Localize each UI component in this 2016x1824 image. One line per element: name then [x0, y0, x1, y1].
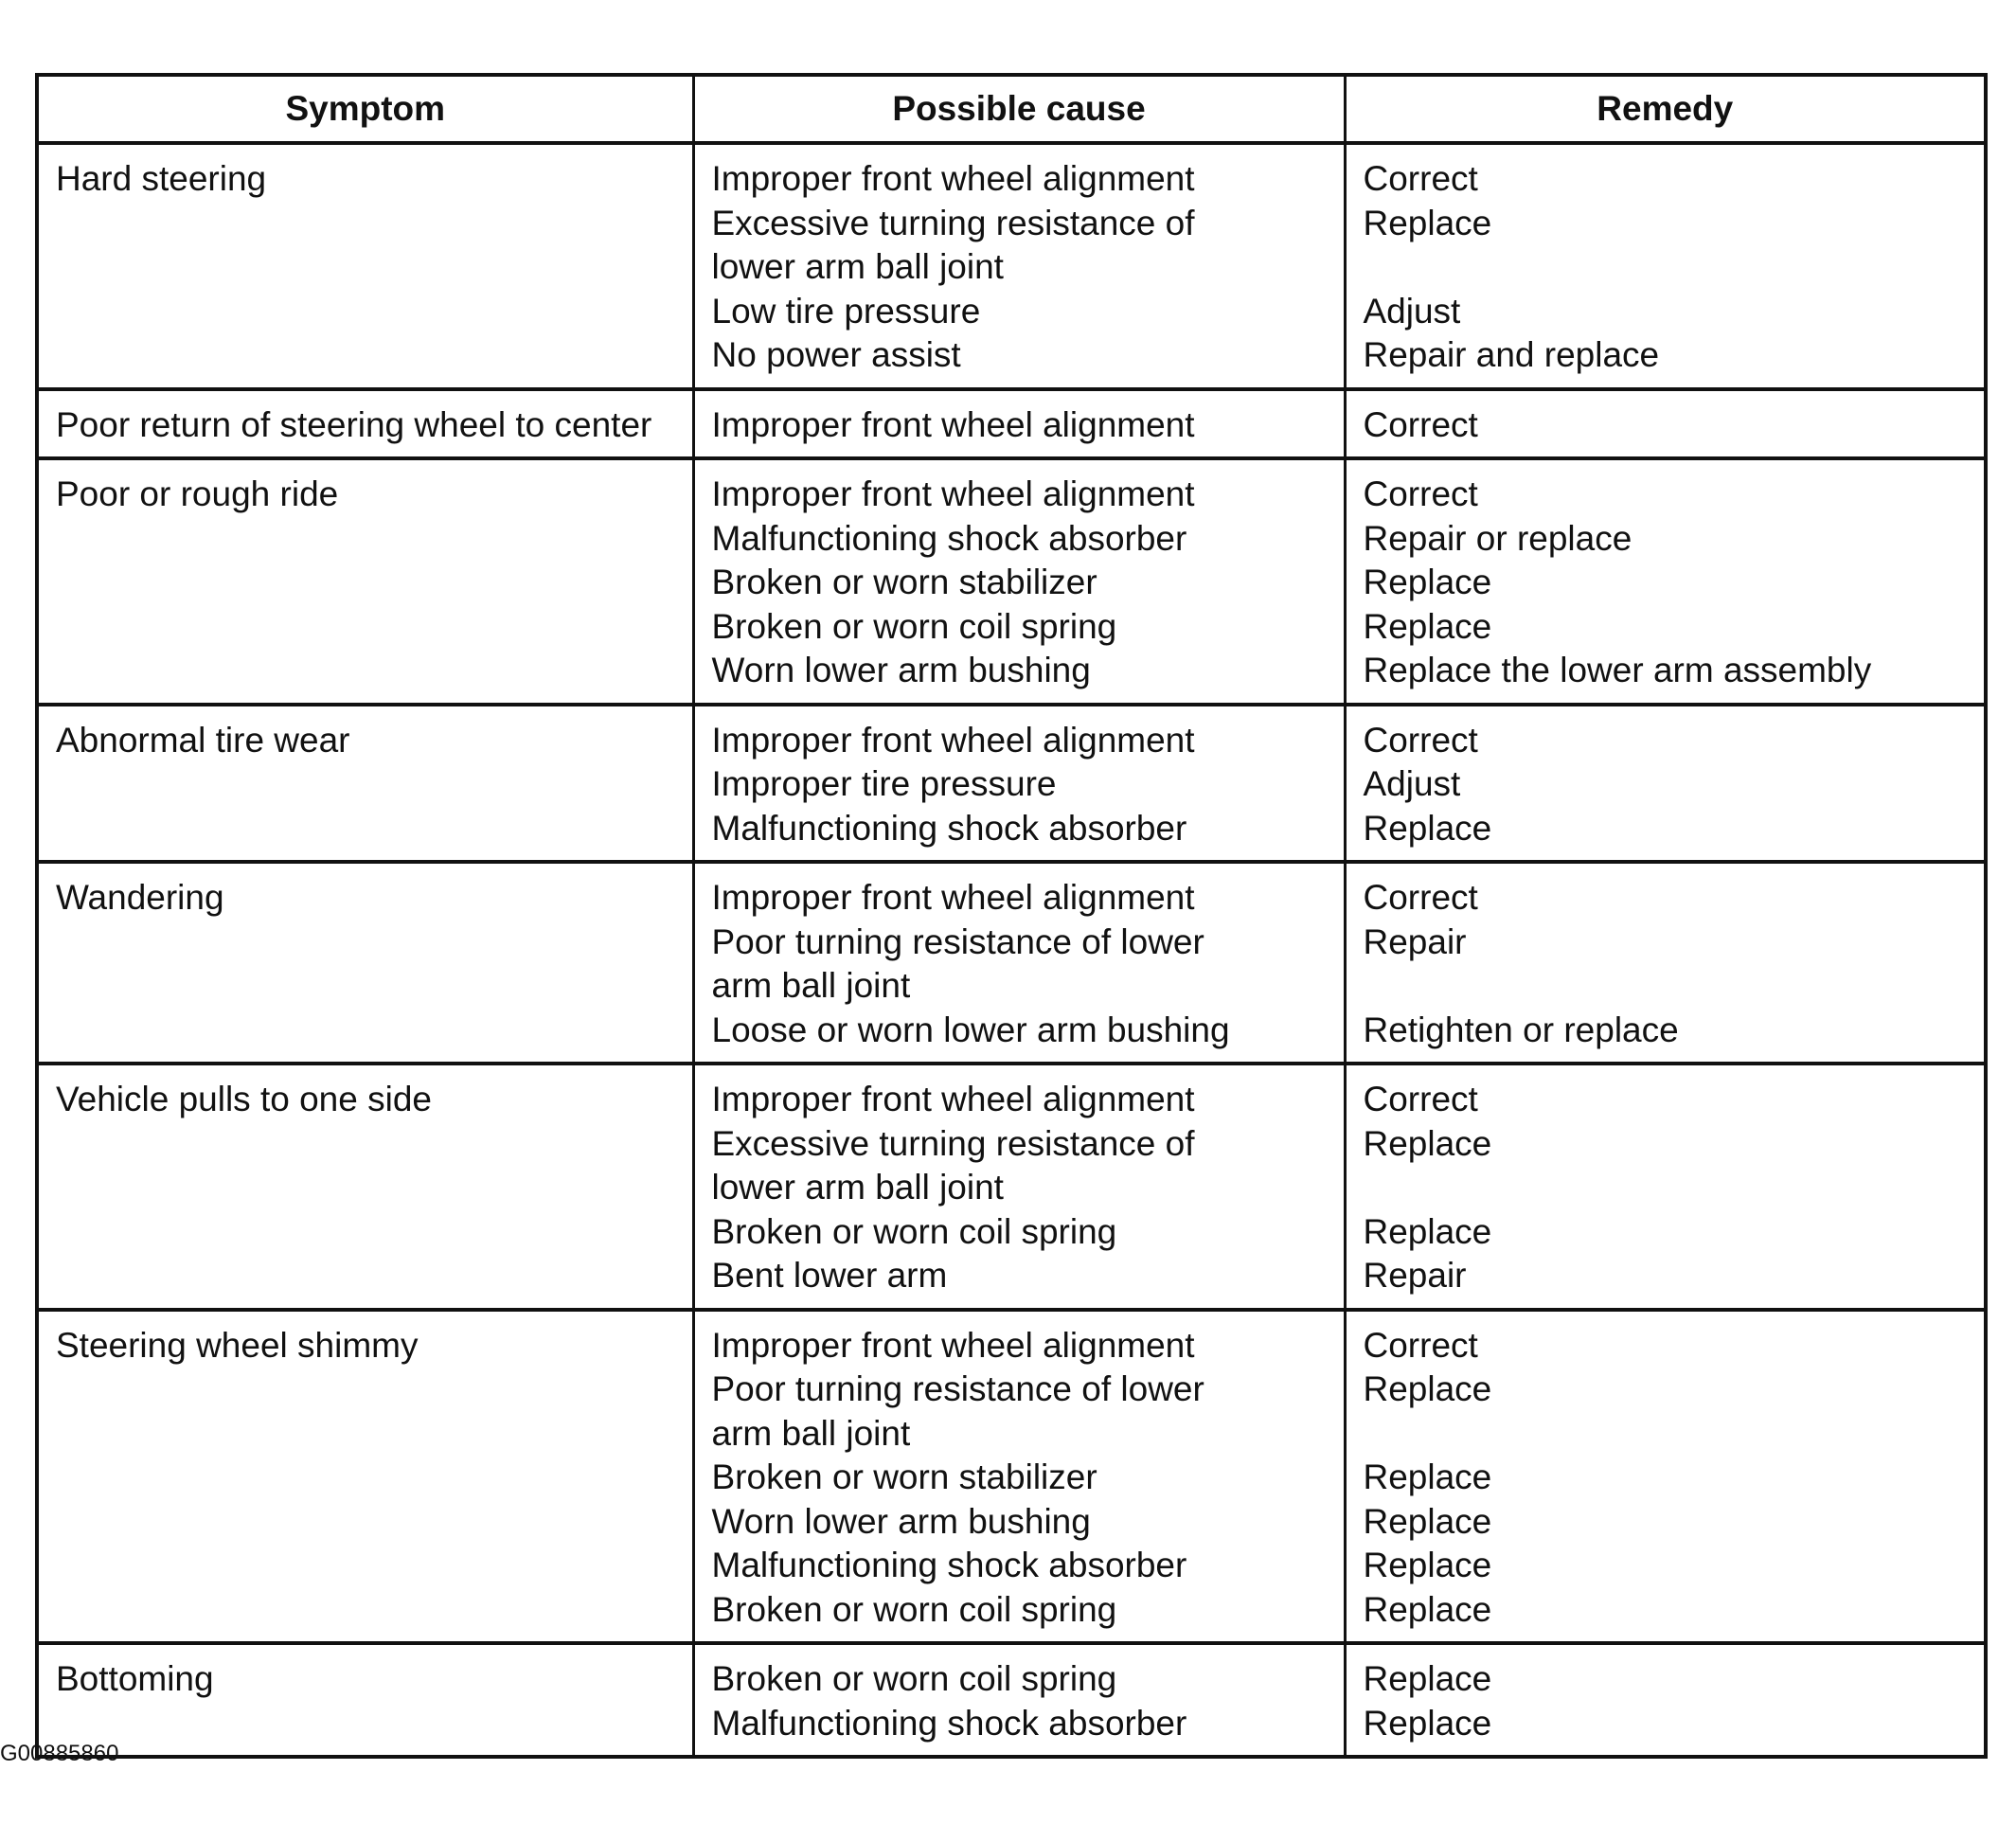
table-row	[37, 1643, 1986, 1757]
remedy-cell	[1345, 458, 1986, 705]
cause-line: Poor turning resistance of lower	[711, 1369, 1204, 1408]
symptom-cell	[37, 1643, 693, 1757]
cause-cell	[693, 1310, 1345, 1644]
table-row	[37, 389, 1986, 459]
remedy-line: Correct	[1363, 878, 1478, 917]
cause-line: Broken or worn coil spring	[711, 1659, 1117, 1698]
remedy-line: Adjust	[1363, 764, 1461, 803]
remedy-line: Repair and replace	[1363, 335, 1660, 374]
cause-line: Excessive turning resistance of	[711, 203, 1195, 242]
header-row	[37, 75, 1986, 143]
remedy-line: Repair or replace	[1363, 518, 1632, 558]
remedy-line	[1364, 245, 1968, 290]
cause-cell	[693, 389, 1345, 459]
cause-cell	[693, 143, 1345, 389]
cause-line: Broken or worn stabilizer	[711, 1457, 1097, 1496]
symptom-text: Poor return of steering wheel to center	[56, 404, 652, 444]
cause-line: Poor turning resistance of lower	[711, 921, 1204, 961]
remedy-line: Correct	[1363, 1325, 1478, 1365]
symptom-cell	[37, 143, 693, 389]
cause-line: Broken or worn coil spring	[711, 1211, 1117, 1251]
remedy-cell	[1345, 143, 1986, 389]
remedy-line: Repair	[1363, 921, 1467, 961]
cause-line: Improper front wheel alignment	[711, 404, 1195, 444]
remedy-cell	[1345, 1643, 1986, 1757]
cause-line: Worn lower arm bushing	[711, 1501, 1091, 1541]
cause-line: Improper front wheel alignment	[711, 1080, 1195, 1118]
symptom-cell	[37, 1310, 693, 1644]
header-remedy: Remedy	[1345, 75, 1986, 143]
troubleshooting-table	[35, 73, 1988, 1759]
remedy-line: Repair	[1363, 1256, 1467, 1295]
troubleshooting-sheet	[35, 73, 1984, 1759]
cause-line: Loose or worn lower arm bushing	[711, 1010, 1230, 1049]
remedy-line: Replace	[1363, 1457, 1492, 1496]
cause-line: Improper front wheel alignment	[711, 474, 1195, 513]
symptom-cell	[37, 389, 693, 459]
cause-line: Malfunctioning shock absorber	[711, 1703, 1187, 1743]
symptom-text: Abnormal tire wear	[56, 720, 350, 760]
cause-line: Malfunctioning shock absorber	[711, 808, 1187, 848]
cause-line: lower arm ball joint	[711, 247, 1004, 286]
remedy-line: Correct	[1363, 404, 1478, 444]
remedy-line: Replace	[1363, 563, 1492, 601]
remedy-line: Replace	[1363, 1546, 1492, 1584]
cause-line: Broken or worn stabilizer	[711, 563, 1097, 601]
cause-line: arm ball joint	[711, 966, 911, 1005]
remedy-cell	[1345, 862, 1986, 1064]
cause-line: Improper front wheel alignment	[711, 1325, 1195, 1365]
remedy-line: Replace	[1363, 203, 1492, 242]
cause-cell	[693, 862, 1345, 1064]
remedy-line: Replace	[1363, 1211, 1492, 1251]
remedy-line: Retighten or replace	[1363, 1010, 1679, 1049]
remedy-line: Correct	[1363, 1080, 1478, 1118]
remedy-line	[1364, 1412, 1968, 1457]
symptom-text: Bottoming	[56, 1659, 214, 1698]
header-symptom: Symptom	[37, 75, 693, 143]
remedy-line: Replace	[1363, 1501, 1492, 1541]
symptom-text: Poor or rough ride	[56, 474, 339, 513]
remedy-line: Replace	[1363, 1369, 1492, 1408]
table-row	[37, 705, 1986, 863]
remedy-line: Replace	[1363, 1123, 1492, 1163]
symptom-text: Vehicle pulls to one side	[56, 1080, 432, 1118]
table-row	[37, 1310, 1986, 1644]
symptom-cell	[37, 1064, 693, 1310]
figure-code: G00885860	[0, 1741, 119, 1766]
cause-cell	[693, 1643, 1345, 1757]
header-possible-cause: Possible cause	[693, 75, 1345, 143]
symptom-text: Wandering	[56, 878, 224, 917]
symptom-text: Hard steering	[56, 159, 267, 198]
cause-cell	[693, 705, 1345, 863]
remedy-cell	[1345, 705, 1986, 863]
cause-cell	[693, 458, 1345, 705]
table-body	[37, 143, 1986, 1757]
remedy-line: Replace	[1363, 1589, 1492, 1629]
cause-line: Improper front wheel alignment	[711, 720, 1195, 760]
cause-line: lower arm ball joint	[711, 1168, 1004, 1207]
table-row	[37, 458, 1986, 705]
table-row	[37, 862, 1986, 1064]
remedy-line: Replace the lower arm assembly	[1363, 651, 1872, 689]
cause-line: Worn lower arm bushing	[711, 651, 1091, 689]
remedy-line: Replace	[1363, 808, 1492, 848]
cause-line: No power assist	[711, 335, 961, 374]
remedy-cell	[1345, 1310, 1986, 1644]
remedy-cell	[1345, 389, 1986, 459]
symptom-text: Steering wheel shimmy	[56, 1325, 419, 1365]
symptom-cell	[37, 458, 693, 705]
cause-line: Broken or worn coil spring	[711, 606, 1117, 646]
cause-cell	[693, 1064, 1345, 1310]
cause-line: Malfunctioning shock absorber	[711, 1546, 1187, 1584]
cause-line: Improper front wheel alignment	[711, 159, 1195, 198]
cause-line: arm ball joint	[711, 1413, 911, 1453]
cause-line: Improper front wheel alignment	[711, 878, 1195, 917]
remedy-line: Adjust	[1363, 291, 1461, 331]
remedy-cell	[1345, 1064, 1986, 1310]
remedy-line	[1364, 964, 1968, 1009]
cause-line: Excessive turning resistance of	[711, 1123, 1195, 1163]
remedy-line: Correct	[1363, 720, 1478, 760]
table-row	[37, 143, 1986, 389]
remedy-line: Replace	[1363, 606, 1492, 646]
symptom-cell	[37, 705, 693, 863]
symptom-cell	[37, 862, 693, 1064]
remedy-line	[1364, 1166, 1968, 1210]
cause-line: Bent lower arm	[711, 1256, 948, 1295]
cause-line: Low tire pressure	[711, 291, 981, 331]
table-row	[37, 1064, 1986, 1310]
cause-line: Malfunctioning shock absorber	[711, 518, 1187, 558]
remedy-line: Correct	[1363, 159, 1478, 198]
remedy-line: Replace	[1363, 1703, 1492, 1743]
remedy-line: Replace	[1363, 1659, 1492, 1698]
remedy-line: Correct	[1363, 474, 1478, 513]
cause-line: Improper tire pressure	[711, 764, 1057, 803]
cause-line: Broken or worn coil spring	[711, 1589, 1117, 1629]
